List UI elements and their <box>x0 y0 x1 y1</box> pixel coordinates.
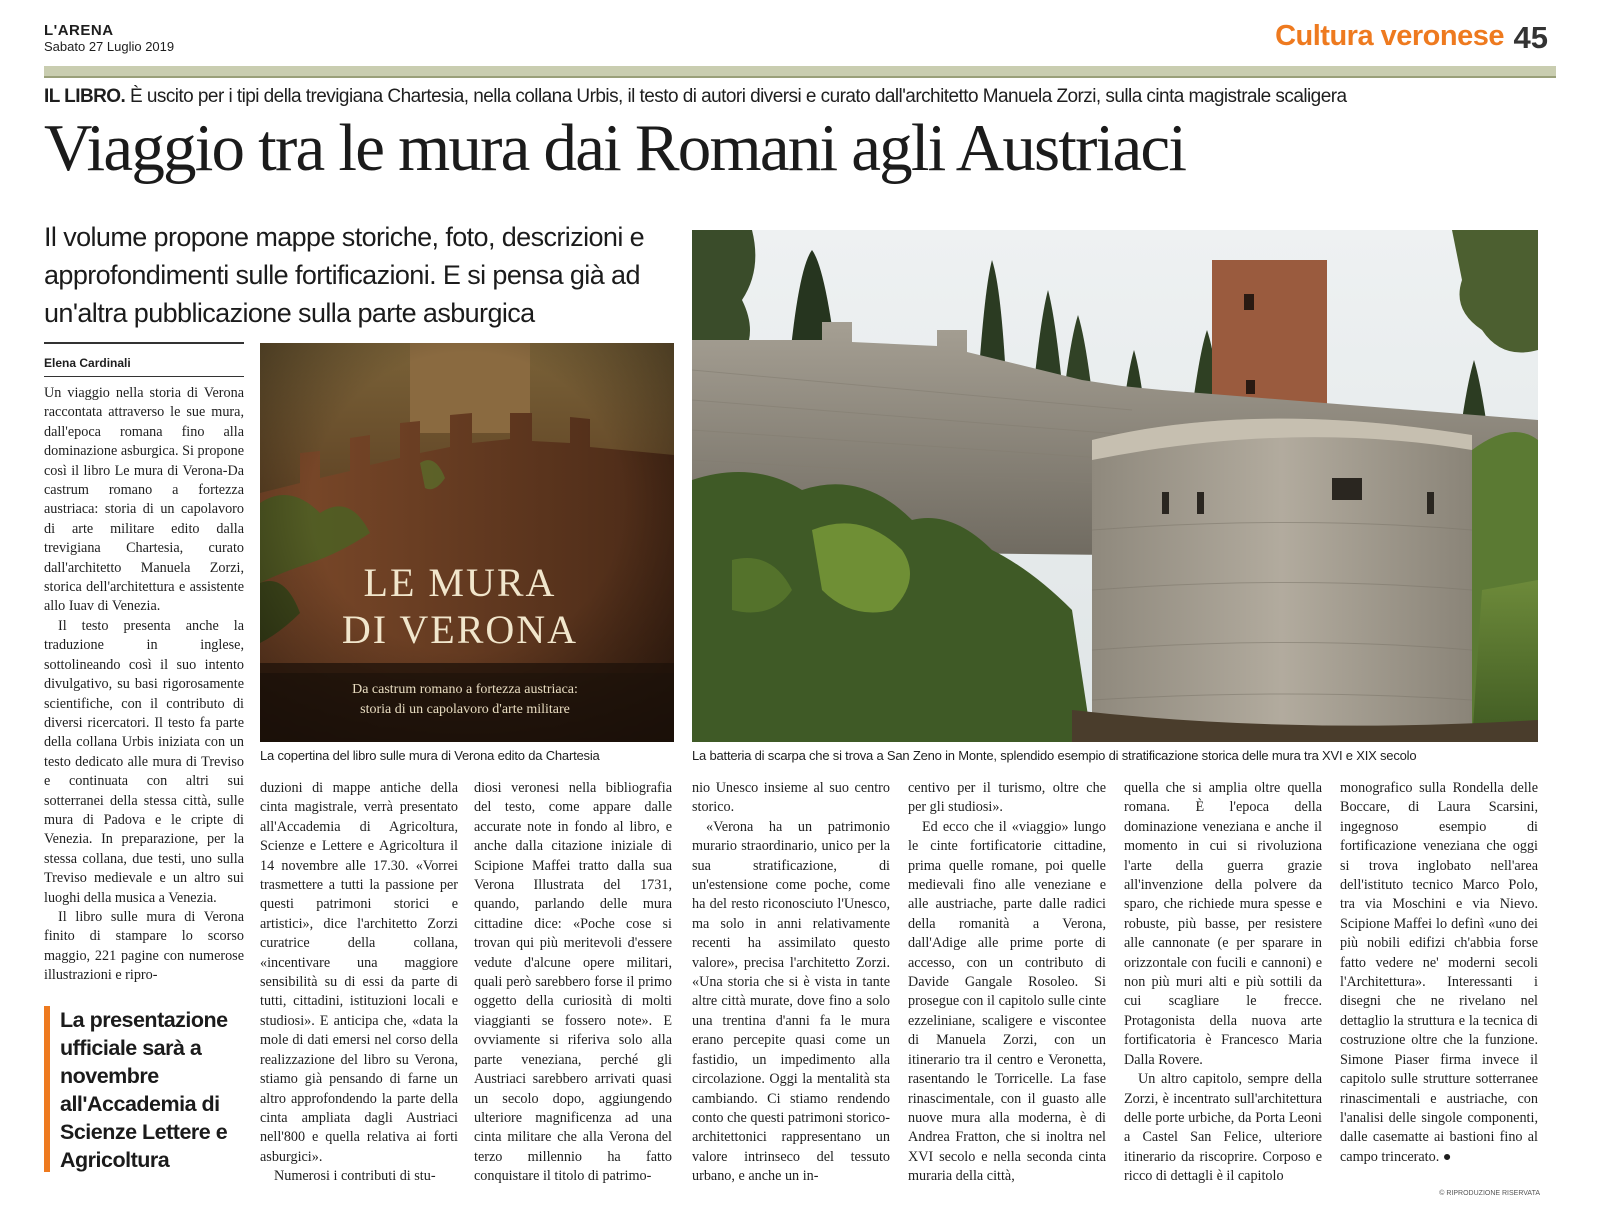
article-column-2 <box>260 779 458 1187</box>
publication-name: L'ARENA <box>44 22 114 39</box>
book-cover-subtitle-line2: storia di un capolavoro d'arte militare <box>360 702 570 717</box>
paragraph: quella che si amplia oltre quella romana. È l'epoca della dominazione veneziana e anche il momento in cui si rivoluziona l'arte della guerra grazie all'invenzione della polvere da sparo, che richiede mura spesse e robuste, più basse, per resistere alle cannonate (e per sparare in orizzontale con fucili e cannoni) e non più muri alti e più sottili da cui scagliare le frecce. Protagonista della nuova arte fortificatoria è Francesco Maria Dalla Rovere. <box>1124 780 1322 1068</box>
paragraph: nio Unesco insieme al suo centro storico. <box>692 780 890 816</box>
paragraph: diosi veronesi nella bibliografia del testo, come appare dalle accurate note in fondo al libro, e anche dalla citazione iniziale di Scipione Maffei tratto dalla sua Verona Illustrata del 1731, quando, parlando delle mura cittadine dice: «Poche cose si trovan qui più meritevoli d'essere vedute d'alcune opere militari, quali però sarebbero forse il primo oggetto della curiosità di molti viaggianti se fossero note». E ovviamente si riferiva solo alla parte veneziana, perché gli Austriaci sarebbero arrivati quasi un secolo dopo, aggiungendo ulteriore magnificenza ad una cinta militare che alla Verona del terzo millennio ha fatto conquistare il titolo di patrimo- <box>474 780 672 1185</box>
paragraph: Il testo presenta anche la traduzione in inglese, sottolineando così il suo intento divulgativo, su basi rigorosamente scientifiche, con il contributo di diversi ricercatori. Il testo fa parte della collana Urbis iniziata con un testo dedicato alle mura di Treviso e continuata con altri sui sotterranei della stessa città, sulle mura di Padova e le cripte di Venezia. In preparazione, per la stessa collana, due testi, uno sulla Treviso medievale e un altro sui luoghi della musica a Venezia. <box>44 617 244 906</box>
header-band <box>44 66 1556 76</box>
article-column-4 <box>692 779 890 1187</box>
page-number: 45 <box>1513 20 1548 55</box>
paragraph: Il libro sulle mura di Verona finito di stampare lo scorso maggio, 221 pagine con numerose illustrazioni e ripro- <box>44 908 244 984</box>
callout-accent-bar <box>44 1006 50 1172</box>
paragraph: centivo per il turismo, oltre che per gli studiosi». <box>908 780 1106 816</box>
kicker-tag: IL LIBRO. <box>44 86 126 107</box>
article-column-7 <box>1340 779 1538 1167</box>
kicker <box>44 86 1556 108</box>
book-cover-caption: La copertina del libro sulle mura di Verona edito da Chartesia <box>260 748 600 763</box>
book-cover-subtitle-line1: Da castrum romano a fortezza austriaca: <box>352 682 578 697</box>
fortification-photo-illustration <box>692 230 1538 742</box>
byline-rule-top <box>44 342 244 344</box>
byline: Elena Cardinali <box>44 356 131 370</box>
article-column-3 <box>474 779 672 1187</box>
book-cover-title-line1: LE MURA <box>363 560 557 605</box>
article-column-6 <box>1124 779 1322 1187</box>
paragraph: Numerosi i contributi di stu- <box>274 1168 436 1185</box>
paragraph: Ed ecco che il «viaggio» lungo le cinte fortificatorie cittadine, prima quelle romane, poi quelle medievali fino alle veneziane e alle austriache, parte dalle radici della romanità a Verona, dall'Adige alle prime porte di accesso, con un contributo di Davide Gangale Rosoleo. Si prosegue con il capitolo sulle cinte ezzeliniane, scaligere e viscontee di Manuela Zorzi, con un itinerario tra il centro e Veronetta, rasentando le Torricelle. La fase rinascimentale, con il guasto alle nuove mura alla moderna, è di Andrea Fratton, che si inoltra nel XVI secolo e nella seconda cinta muraria della città, <box>908 818 1106 1185</box>
headline: Viaggio tra le mura dai Romani agli Austriaci <box>44 111 1186 185</box>
article-column-5 <box>908 779 1106 1187</box>
footer-credit: © RIPRODUZIONE RISERVATA <box>1439 1190 1540 1197</box>
book-cover-illustration <box>260 343 674 742</box>
header-divider <box>44 76 1556 78</box>
paragraph: «Verona ha un patrimonio murario straordinario, unico per la sua stratificazione, di un'estensione come poche, come ha del resto riconosciuto l'Unesco, ma solo in anni relativamente recenti ha assimilato questo valore», precisa l'architetto Zorzi. «Una storia che si è vista in tante altre città murate, dove fino a solo una trentina d'anni fa le mura erano percepite quasi come un fastidio, un impedimento alla circolazione. Oggi la mentalità sta cambiando. Ci stiamo rendendo conto che questi patrimoni storico-architettonici rappresentano un valore intrinseco del tessuto urbano, e anche un in- <box>692 818 890 1185</box>
main-photo-caption: La batteria di scarpa che si trova a San Zeno in Monte, splendido esempio di stratificazione storica delle mura tra XVI e XIX secolo <box>692 748 1417 763</box>
publication-date: Sabato 27 Luglio 2019 <box>44 39 175 54</box>
paragraph: monografico sulla Rondella delle Boccare, di Laura Scarsini, ingegnoso esempio di fortificazione veneziana che oggi si trova inglobato nell'area dell'istituto tecnico Marco Polo, tra via Moschini e via Nievo. Scipione Maffei lo definì «uno dei più nobili edifizi ch'abbia forse fatto vedere ne' moderni secoli l'Architettura». Interessanti i disegni che ne rivelano nel dettaglio la struttura e la tecnica di costruzione oltre che la funzione. Simone Piaser firma invece il capitolo sulle strutture sotterranee rinascimentali e austriache, con l'analisi delle singole componenti, dalle casematte ai bastioni fino al campo trincerato. ● <box>1340 780 1538 1165</box>
main-photo <box>692 230 1538 742</box>
paragraph: Un altro capitolo, sempre della Zorzi, è incentrato sull'architettura delle porte urbiche, da Porta Leoni a Castel San Felice, ulteriore itinerario da riscoprire. Corposo e ricco di dettagli è il capitolo <box>1124 1071 1322 1185</box>
book-cover-title-line2: DI VERONA <box>341 607 579 652</box>
callout-quote: La presentazione ufficiale sarà a novembre all'Accademia di Scienze Lettere e Agricoltura <box>60 1008 228 1172</box>
deck: Il volume propone mappe storiche, foto, descrizioni e approfondimenti sulle fortificazioni. E si pensa già ad un'altra pubblicazione sulla parte asburgica <box>44 222 645 328</box>
book-cover-image <box>260 343 674 742</box>
byline-rule-bottom <box>44 376 244 377</box>
section-title: Cultura veronese <box>1275 20 1504 52</box>
kicker-text: È uscito per i tipi della trevigiana Chartesia, nella collana Urbis, il testo di autori diversi e curato dall'architetto Manuela Zorzi, sulla cinta magistrale scaligera <box>125 86 1347 107</box>
paragraph: Un viaggio nella storia di Verona raccontata attraverso le sue mura, dall'epoca romana fino alla dominazione asburgica. Si propone così il libro Le mura di Verona-Da castrum romano a fortezza austriaca: storia di un capolavoro di arte militare edito dalla trevigiana Chartesia, curato dall'architetto Manuela Zorzi, storica dell'architettura e assistente allo Iuav di Venezia. <box>44 385 244 615</box>
paragraph: duzioni di mappe antiche della cinta magistrale, verrà presentato all'Accademia di Agricoltura, Scienze e Lettere e Agricoltura il 14 novembre alle 17.30. «Vorrei trasmettere a tutti la passione per questi patrimoni storici e artistici», dice l'architetto Zorzi curatrice della collana, «incentivare una maggiore sensibilità su di essi da parte di tutti, cittadini, istituzioni locali e studiosi». E anticipa che, «data la mole di dati emersi nel corso della realizzazione del libro su Verona, stiamo già pensando di farne un altro approfondendo la parte della cinta ampliata dagli Austriaci nell'800 e quella relativa ai forti asburgici». <box>260 780 458 1165</box>
article-column-1 <box>44 384 244 986</box>
